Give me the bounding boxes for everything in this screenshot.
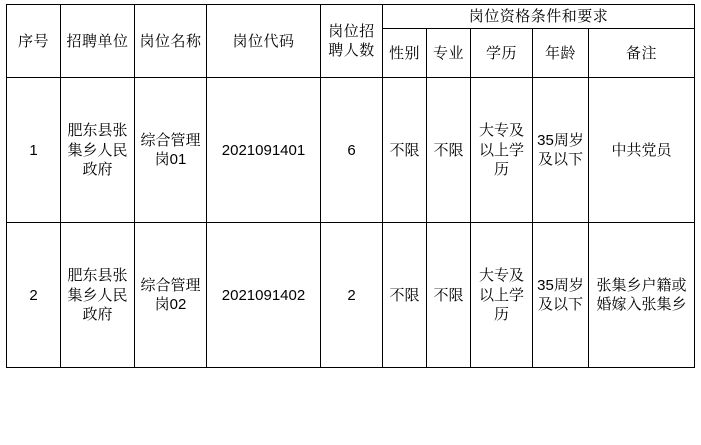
table-row xyxy=(7,78,695,223)
cell-seq: 1 xyxy=(7,78,61,223)
cell-count: 2 xyxy=(321,223,383,368)
recruitment-table xyxy=(6,4,695,368)
header-remark: 备注 xyxy=(589,29,695,78)
cell-unit: 肥东县张集乡人民政府 xyxy=(61,223,135,368)
cell-age: 35周岁及以下 xyxy=(533,78,589,223)
cell-code: 2021091401 xyxy=(207,78,321,223)
cell-remark: 张集乡户籍或婚嫁入张集乡 xyxy=(589,223,695,368)
cell-position: 综合管理岗01 xyxy=(135,78,207,223)
cell-education: 大专及以上学历 xyxy=(471,223,533,368)
table-header xyxy=(7,5,695,78)
header-unit: 招聘单位 xyxy=(61,5,135,78)
cell-major: 不限 xyxy=(427,223,471,368)
cell-position: 综合管理岗02 xyxy=(135,223,207,368)
cell-seq: 2 xyxy=(7,223,61,368)
cell-major: 不限 xyxy=(427,78,471,223)
header-major: 专业 xyxy=(427,29,471,78)
header-qualifications: 岗位资格条件和要求 xyxy=(383,5,695,29)
cell-remark: 中共党员 xyxy=(589,78,695,223)
cell-gender: 不限 xyxy=(383,78,427,223)
header-position: 岗位名称 xyxy=(135,5,207,78)
header-education: 学历 xyxy=(471,29,533,78)
header-age: 年龄 xyxy=(533,29,589,78)
cell-age: 35周岁及以下 xyxy=(533,223,589,368)
header-count: 岗位招聘人数 xyxy=(321,5,383,78)
cell-count: 6 xyxy=(321,78,383,223)
cell-unit: 肥东县张集乡人民政府 xyxy=(61,78,135,223)
cell-education: 大专及以上学历 xyxy=(471,78,533,223)
header-code: 岗位代码 xyxy=(207,5,321,78)
table-row xyxy=(7,223,695,368)
header-seq: 序号 xyxy=(7,5,61,78)
cell-gender: 不限 xyxy=(383,223,427,368)
table-body xyxy=(7,78,695,368)
header-row-top xyxy=(7,5,695,29)
header-gender: 性别 xyxy=(383,29,427,78)
cell-code: 2021091402 xyxy=(207,223,321,368)
